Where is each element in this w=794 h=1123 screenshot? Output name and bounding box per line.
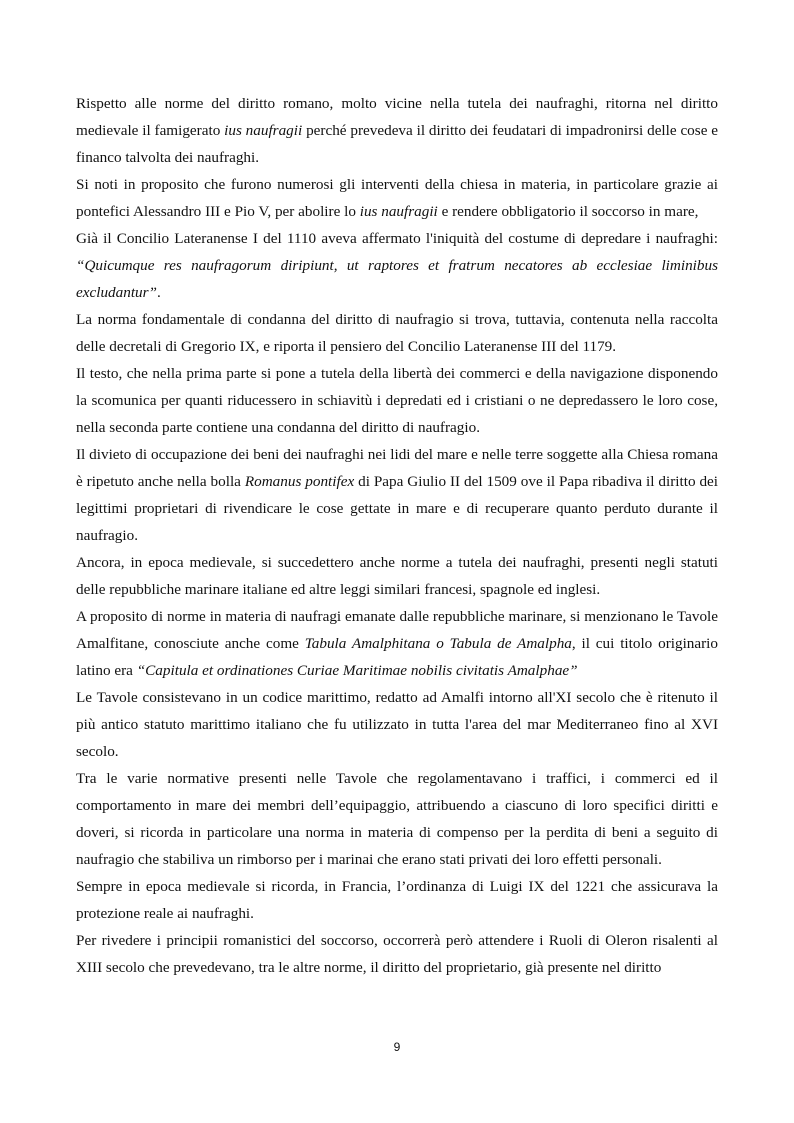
paragraph	[76, 90, 718, 171]
paragraph	[76, 306, 718, 360]
text-run: Il divieto di occupazione dei beni dei naufraghi nei lidi del mare e nelle terre soggette alla Chiesa romana è ripetuto anche nella bolla	[76, 446, 718, 490]
paragraph	[76, 549, 718, 603]
text-run: .	[157, 284, 161, 301]
paragraph	[76, 225, 718, 306]
paragraph	[76, 360, 718, 441]
italic-text: ius naufragii	[359, 203, 438, 220]
text-run: Sempre in epoca medievale si ricorda, in Francia, l’ordinanza di Luigi IX del 1221 che assicurava la protezione reale ai naufraghi.	[76, 878, 718, 922]
text-run: Ancora, in epoca medievale, si succedettero anche norme a tutela dei naufraghi, presenti negli statuti delle repubbliche marinare italiane ed altre leggi similari francesi, spagnole ed inglesi.	[76, 554, 718, 598]
text-run: e rendere obbligatorio il soccorso in mare,	[437, 203, 699, 220]
italic-text: “Quicumque res naufragorum diripiunt, ut raptores et fratrum necatores ab ecclesiae liminibus excludantur”	[76, 257, 718, 301]
text-run: perché prevedeva il diritto dei feudatari di impadronirsi delle cose e financo talvolta dei naufraghi.	[76, 122, 719, 166]
text-run: Per rivedere i principii romanistici del soccorso, occorrerà però attendere i Ruoli di Oleron risalenti al XIII secolo che prevedevano, tra le altre norme, il diritto del proprietario, già presente nel diritto	[76, 932, 718, 976]
italic-text: ius naufragii	[224, 122, 303, 139]
text-run: Tra le varie normative presenti nelle Tavole che regolamentavano i traffici, i commerci ed il comportamento in mare dei membri dell’equipaggio, attribuendo a ciascuno di loro specifici diritti e doveri, si ricorda in particolare una norma in materia di compenso per la perdita di beni a seguito di naufragio che stabiliva un rimborso per i marinai che erano stati privati dei loro effetti personali.	[76, 770, 718, 868]
text-run: A proposito di norme in materia di naufragi emanate dalle repubbliche marinare, si menzionano le Tavole Amalfitane, conosciute anche come	[76, 608, 718, 652]
paragraph	[76, 927, 718, 981]
text-run: La norma fondamentale di condanna del diritto di naufragio si trova, tuttavia, contenuta nella raccolta delle decretali di Gregorio IX, e riporta il pensiero del Concilio Lateranense III del 1179.	[76, 311, 718, 355]
italic-text: “Capitula et ordinationes Curiae Maritimae nobilis civitatis Amalphae”	[136, 662, 578, 679]
paragraph	[76, 603, 718, 684]
text-run: Il testo, che nella prima parte si pone a tutela della libertà dei commerci e della navigazione disponendo la scomunica per quanti riducessero in schiavitù i depredati ed i cristiani o ne depredassero le loro cose, nella seconda parte contiene una condanna del diritto di naufragio.	[76, 365, 718, 436]
text-run: Rispetto alle norme del diritto romano, molto vicine nella tutela dei naufraghi, ritorna nel diritto medievale il famigerato	[76, 95, 718, 139]
page-number: 9	[393, 1040, 401, 1054]
text-run: di Papa Giulio II del 1509 ove il Papa ribadiva il diritto dei legittimi proprietari di rivendicare le cose gettate in mare e di recuperare quanto perduto durante il naufragio.	[76, 473, 718, 544]
text-run: Le Tavole consistevano in un codice marittimo, redatto ad Amalfi intorno all'XI secolo che è ritenuto il più antico statuto marittimo italiano che fu utilizzato in tutta l'area del mar Mediterraneo fino al XVI secolo.	[76, 689, 718, 760]
paragraph	[76, 171, 718, 225]
paragraph	[76, 441, 718, 549]
paragraph	[76, 765, 718, 873]
italic-text: Tabula Amalphitana o Tabula de Amalpha	[304, 635, 572, 652]
text-run: , il cui titolo originario latino era	[76, 635, 718, 679]
text-run: Si noti in proposito che furono numerosi gli interventi della chiesa in materia, in particolare grazie ai pontefici Alessandro III e Pio V, per abolire lo	[76, 176, 718, 220]
document-body	[76, 90, 718, 981]
paragraph	[76, 684, 718, 765]
text-run: Già il Concilio Lateranense I del 1110 aveva affermato l'iniquità del costume di depredare i naufraghi:	[76, 230, 718, 247]
paragraph	[76, 873, 718, 927]
italic-text: Romanus pontifex	[244, 473, 355, 490]
